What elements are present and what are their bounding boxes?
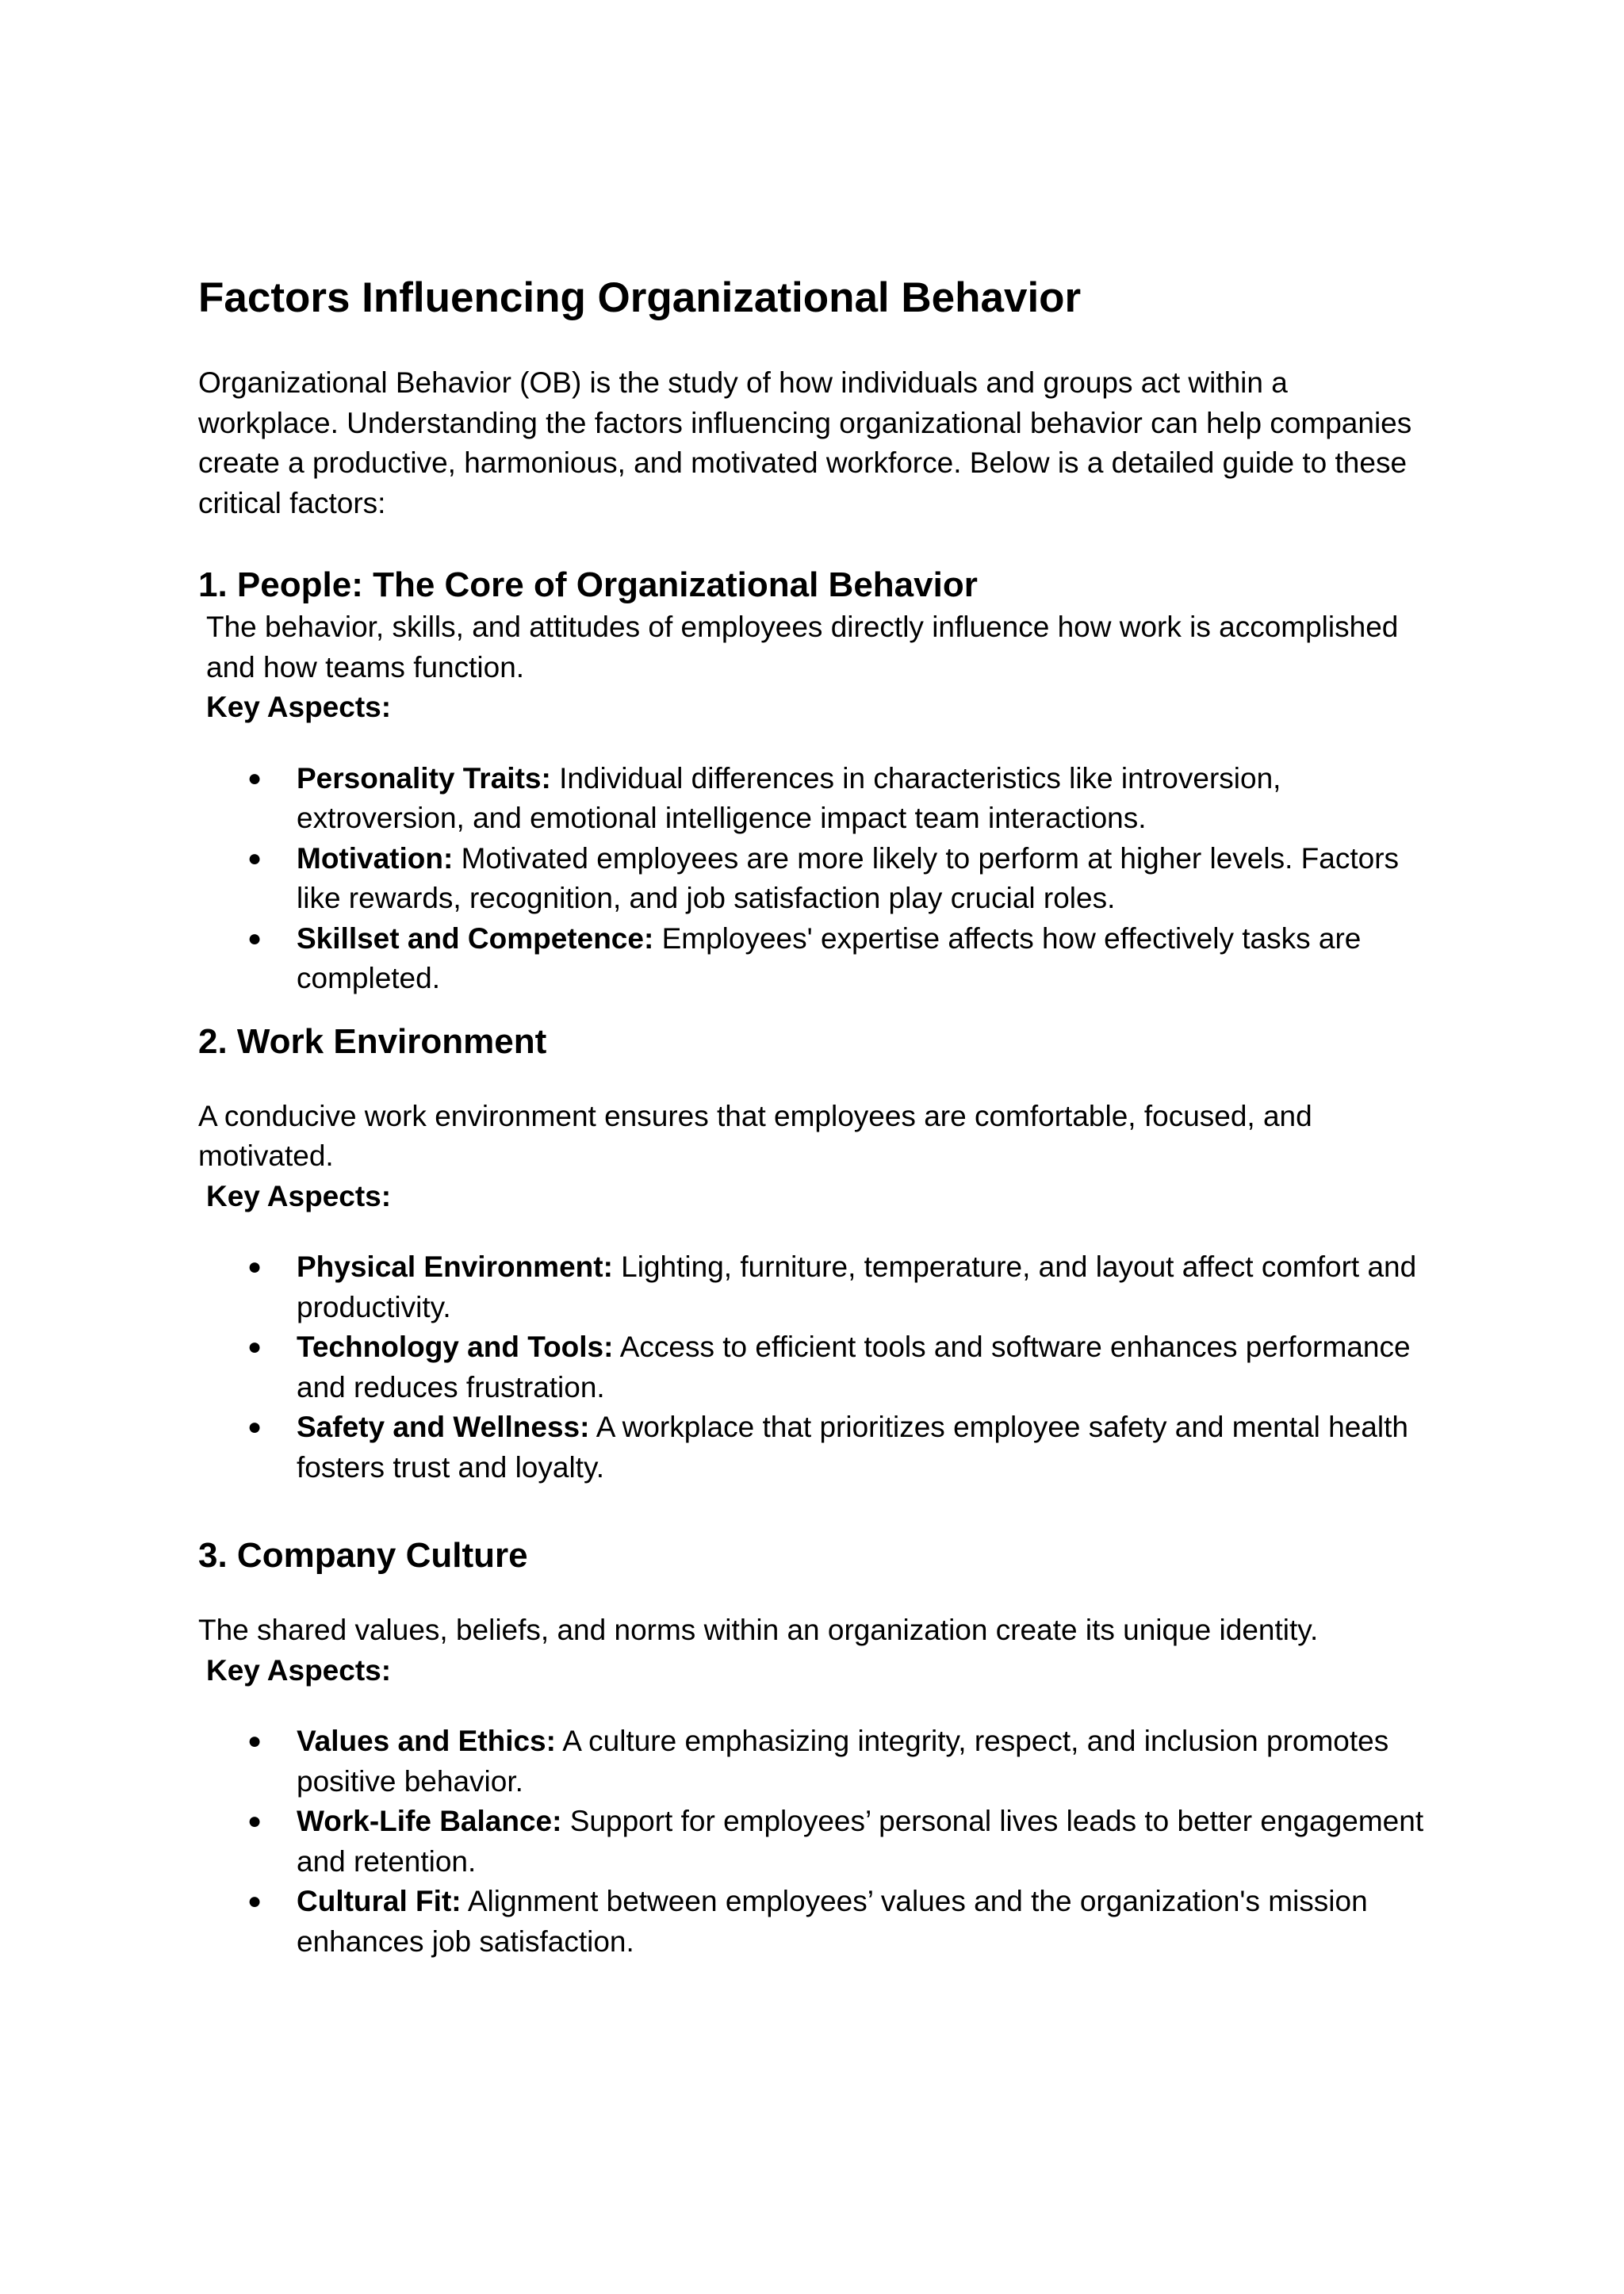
item-text: Individual differences in characteristics like introversion, extroversion, and emotional intelligence impact team interactions. bbox=[297, 761, 1281, 834]
bullet-icon: ● bbox=[247, 925, 262, 952]
section-heading: 3. Company Culture bbox=[198, 1536, 528, 1575]
section-people bbox=[198, 563, 1435, 999]
item-text: Alignment between employees’ values and the organization's mission enhances job satisfaction. bbox=[297, 1885, 1368, 1958]
list-item bbox=[198, 1247, 1435, 1327]
document-page bbox=[198, 270, 1435, 1962]
bullet-icon: ● bbox=[247, 1808, 262, 1834]
key-aspects-label: Key Aspects: bbox=[206, 1179, 392, 1212]
list-item bbox=[198, 1721, 1435, 1802]
list-item bbox=[198, 839, 1435, 919]
section-heading: 1. People: The Core of Organizational Behavior bbox=[198, 565, 978, 604]
item-text: A workplace that prioritizes employee safety and mental health fosters trust and loyalty. bbox=[297, 1411, 1408, 1484]
item-text: Lighting, furniture, temperature, and layout affect comfort and productivity. bbox=[297, 1250, 1417, 1323]
item-text: A culture emphasizing integrity, respect, and inclusion promotes positive behavior. bbox=[297, 1725, 1389, 1798]
bullet-icon: ● bbox=[247, 1414, 262, 1440]
key-aspects-list bbox=[198, 1721, 1435, 1962]
item-term: Safety and Wellness: bbox=[297, 1411, 590, 1443]
bullet-icon: ● bbox=[247, 844, 262, 871]
item-term: Physical Environment: bbox=[297, 1250, 613, 1283]
intro-paragraph: Organizational Behavior (OB) is the study of how individuals and groups act within a workplace. Understanding the factors influencing organizational behavior can help companies create a productive, harmonious, and motivated workforce. Below is a detailed guide to these critical factors: bbox=[198, 366, 1412, 519]
list-item bbox=[198, 919, 1435, 999]
item-term: Work-Life Balance: bbox=[297, 1805, 562, 1837]
list-item bbox=[198, 759, 1435, 839]
bullet-icon: ● bbox=[247, 1888, 262, 1914]
item-term: Personality Traits: bbox=[297, 761, 551, 795]
section-company-culture bbox=[198, 1534, 1435, 1962]
key-aspects-label: Key Aspects: bbox=[206, 1653, 392, 1687]
page-title: Factors Influencing Organizational Behavior bbox=[198, 274, 1082, 321]
section-work-environment bbox=[198, 1020, 1435, 1488]
item-text: Support for employees’ personal lives leads to better engagement and retention. bbox=[297, 1805, 1424, 1878]
list-item bbox=[198, 1882, 1435, 1962]
section-heading: 2. Work Environment bbox=[198, 1021, 547, 1061]
item-text: Access to efficient tools and software enhances performance and reduces frustration. bbox=[297, 1331, 1411, 1404]
bullet-icon: ● bbox=[247, 764, 262, 791]
item-term: Values and Ethics: bbox=[297, 1725, 556, 1757]
key-aspects-list bbox=[198, 1247, 1435, 1488]
list-item bbox=[198, 1327, 1435, 1407]
key-aspects-list bbox=[198, 759, 1435, 999]
bullet-icon: ● bbox=[247, 1728, 262, 1754]
item-text: Employees' expertise affects how effectively tasks are completed. bbox=[297, 921, 1362, 994]
item-term: Motivation: bbox=[297, 841, 454, 875]
item-text: Motivated employees are more likely to perform at higher levels. Factors like rewards, recognition, and job satisfaction play crucial roles. bbox=[297, 841, 1400, 914]
bullet-icon: ● bbox=[247, 1254, 262, 1280]
key-aspects-label: Key Aspects: bbox=[206, 691, 392, 723]
list-item bbox=[198, 1407, 1435, 1488]
section-description: The shared values, beliefs, and norms within an organization create its unique identity. bbox=[198, 1614, 1319, 1646]
item-term: Technology and Tools: bbox=[297, 1331, 614, 1363]
section-description: A conducive work environment ensures that employees are comfortable, focused, and motivated. bbox=[198, 1099, 1312, 1172]
item-term: Skillset and Competence: bbox=[297, 921, 654, 955]
section-description: The behavior, skills, and attitudes of employees directly influence how work is accomplished and how teams function. bbox=[206, 611, 1399, 684]
list-item bbox=[198, 1802, 1435, 1882]
bullet-icon: ● bbox=[247, 1334, 262, 1360]
item-term: Cultural Fit: bbox=[297, 1885, 462, 1917]
